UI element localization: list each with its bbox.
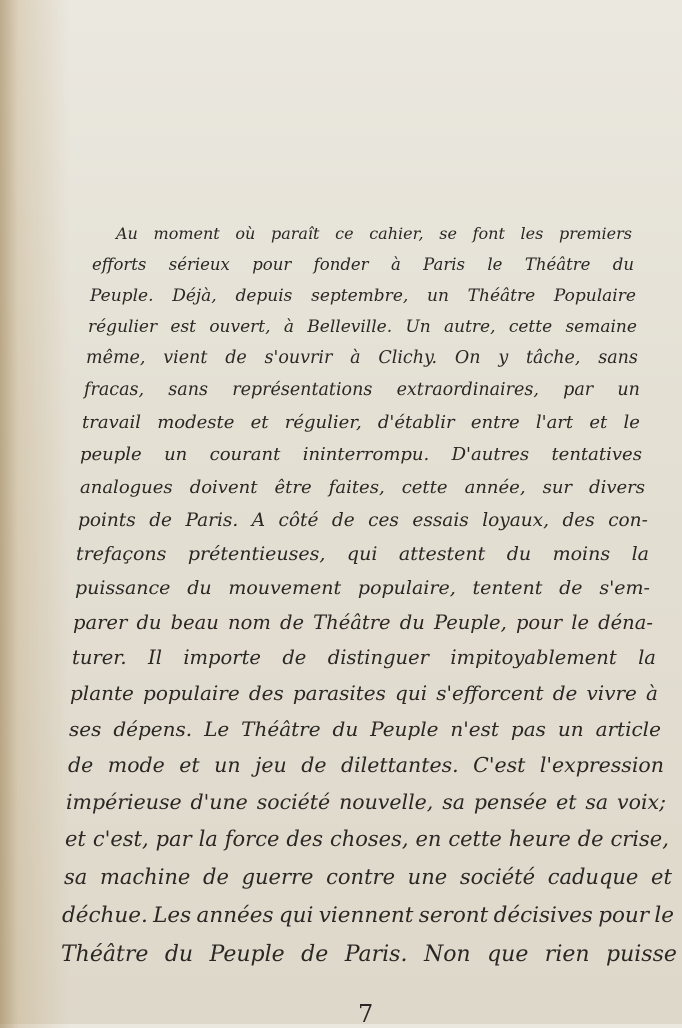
text-line bbox=[61, 942, 677, 967]
word: la bbox=[631, 543, 649, 565]
word: de bbox=[149, 510, 172, 531]
word: article bbox=[595, 717, 661, 741]
word: et bbox=[250, 412, 269, 433]
word: l'expression bbox=[539, 753, 664, 777]
word: de bbox=[282, 646, 307, 669]
text-line bbox=[88, 317, 637, 337]
word: analogues bbox=[80, 477, 173, 498]
word: travail bbox=[82, 412, 141, 433]
word: société bbox=[256, 790, 331, 814]
word: heure bbox=[508, 827, 571, 851]
word: contre bbox=[326, 865, 395, 889]
text-line bbox=[72, 646, 656, 669]
word: Paris bbox=[423, 255, 466, 274]
word: crise, bbox=[610, 827, 669, 851]
text-line bbox=[68, 753, 664, 777]
word: choses, bbox=[329, 827, 409, 851]
word: le bbox=[571, 611, 589, 634]
word: Il bbox=[148, 646, 162, 669]
word: points bbox=[78, 510, 136, 531]
word: tentatives bbox=[551, 444, 642, 465]
word: de bbox=[279, 611, 305, 634]
word: Le bbox=[204, 717, 230, 741]
word: efforts bbox=[92, 255, 147, 274]
word: semaine bbox=[565, 317, 637, 337]
word: ininterrompu. bbox=[302, 444, 430, 465]
word: Paris. bbox=[344, 942, 408, 967]
word: pour bbox=[515, 611, 563, 634]
word: se bbox=[439, 224, 457, 243]
text-line bbox=[80, 444, 642, 465]
word: Les bbox=[153, 903, 192, 928]
word: Populaire bbox=[553, 286, 636, 306]
word: Un bbox=[405, 317, 431, 337]
word: sa bbox=[585, 790, 609, 814]
word: que bbox=[487, 942, 529, 967]
word: des bbox=[286, 827, 323, 851]
word: de bbox=[331, 510, 355, 531]
word: représentations bbox=[232, 380, 373, 400]
text-line bbox=[92, 255, 634, 274]
word: voix; bbox=[617, 790, 666, 814]
word: cette bbox=[448, 827, 502, 851]
word: Belleville. bbox=[307, 317, 393, 337]
word: c'est, bbox=[92, 827, 149, 851]
word: de bbox=[577, 827, 604, 851]
word: courant bbox=[209, 444, 281, 465]
word: Théâtre bbox=[313, 611, 391, 634]
word: de bbox=[68, 753, 94, 777]
word: à bbox=[283, 317, 294, 337]
word: du bbox=[612, 255, 634, 274]
word: s'ouvrir bbox=[264, 348, 333, 368]
word: même, bbox=[86, 348, 146, 368]
word: années bbox=[196, 903, 274, 928]
word: fracas, bbox=[84, 380, 145, 400]
word: prétentieuses, bbox=[187, 543, 326, 565]
word: du bbox=[136, 611, 162, 634]
word: entre bbox=[470, 412, 520, 433]
text-line bbox=[69, 717, 661, 741]
word: de bbox=[552, 681, 578, 705]
word: fonder bbox=[313, 255, 369, 274]
word: faites, bbox=[328, 477, 385, 498]
word: nouvelle, bbox=[339, 790, 434, 814]
text-line bbox=[86, 348, 638, 368]
word: du bbox=[399, 611, 425, 634]
word: en bbox=[415, 827, 442, 851]
word: du bbox=[187, 577, 212, 599]
word: par bbox=[563, 380, 594, 400]
word: n'est bbox=[450, 717, 499, 741]
word: sa bbox=[442, 790, 465, 814]
word: la bbox=[198, 827, 218, 851]
word: un bbox=[164, 444, 188, 465]
text-line bbox=[66, 790, 666, 814]
word: impitoyablement bbox=[450, 646, 617, 669]
word: paraît bbox=[270, 224, 320, 243]
word: impérieuse bbox=[66, 790, 182, 814]
word: populaire bbox=[143, 681, 240, 705]
word: Peuple bbox=[209, 942, 285, 967]
word: sans bbox=[598, 348, 638, 368]
word: cahier, bbox=[369, 224, 424, 243]
word: et bbox=[179, 753, 200, 777]
word: divers bbox=[589, 477, 645, 498]
word: plante bbox=[70, 681, 134, 705]
word: Peuple, bbox=[433, 611, 507, 634]
word: loyaux, bbox=[482, 510, 549, 531]
word: est bbox=[170, 317, 197, 337]
word: machine bbox=[99, 865, 191, 889]
word: à bbox=[646, 681, 658, 705]
word: qui bbox=[395, 681, 428, 705]
word: font bbox=[472, 224, 505, 243]
word: de bbox=[301, 942, 329, 967]
word: seront bbox=[418, 903, 489, 928]
word: les bbox=[520, 224, 544, 243]
word: d'une bbox=[190, 790, 248, 814]
text-line bbox=[70, 681, 658, 705]
word: déchue. bbox=[62, 903, 148, 928]
word: qui bbox=[278, 903, 314, 928]
word: cette bbox=[508, 317, 553, 337]
word: et bbox=[589, 412, 608, 433]
word: trefaçons bbox=[76, 543, 167, 565]
word: puissance bbox=[75, 577, 171, 599]
word: y bbox=[498, 348, 509, 368]
word: caduque bbox=[547, 865, 639, 889]
word: attestent bbox=[398, 543, 486, 565]
word: tentent bbox=[472, 577, 543, 599]
word: essais bbox=[412, 510, 469, 531]
word: régulier bbox=[88, 317, 158, 337]
word: pas bbox=[510, 717, 546, 741]
word: ouvert, bbox=[209, 317, 271, 337]
word: Clichy. bbox=[378, 348, 438, 368]
text-line bbox=[75, 577, 650, 599]
word: pour bbox=[598, 903, 650, 928]
word: D'autres bbox=[451, 444, 530, 465]
word: septembre, bbox=[311, 286, 409, 306]
word: Peuple. bbox=[90, 286, 154, 306]
text-line bbox=[65, 827, 669, 851]
word: vient bbox=[163, 348, 208, 368]
word: par bbox=[155, 827, 192, 851]
text-line bbox=[84, 380, 640, 400]
word: société bbox=[459, 865, 536, 889]
word: Non bbox=[423, 942, 471, 967]
word: sur bbox=[542, 477, 573, 498]
word: importe bbox=[183, 646, 261, 669]
word: dépens. bbox=[113, 717, 193, 741]
word: A bbox=[251, 510, 266, 531]
word: parer bbox=[73, 611, 128, 634]
word: vivre bbox=[586, 681, 637, 705]
word: C'est bbox=[473, 753, 526, 777]
word: parasites bbox=[292, 681, 386, 705]
word: ses bbox=[69, 717, 102, 741]
word: premiers bbox=[559, 224, 632, 243]
word: l'art bbox=[535, 412, 574, 433]
word: qui bbox=[346, 543, 378, 565]
word: du bbox=[332, 717, 359, 741]
word: doivent bbox=[189, 477, 258, 498]
word: viennent bbox=[318, 903, 414, 928]
word: le bbox=[623, 412, 640, 433]
word: tâche, bbox=[525, 348, 581, 368]
word: Théâtre bbox=[467, 286, 536, 306]
word: un bbox=[617, 380, 640, 400]
word: moins bbox=[552, 543, 611, 565]
word: rien bbox=[544, 942, 590, 967]
word: s'em- bbox=[599, 577, 650, 599]
word: année, bbox=[464, 477, 526, 498]
word: un bbox=[557, 717, 584, 741]
word: beau bbox=[170, 611, 219, 634]
word: et bbox=[556, 790, 577, 814]
text-line bbox=[82, 412, 640, 433]
page-number: 7 bbox=[358, 1000, 374, 1028]
word: guerre bbox=[241, 865, 314, 889]
word: ce bbox=[335, 224, 354, 243]
text-line bbox=[73, 611, 653, 634]
word: à bbox=[390, 255, 401, 274]
word: Déjà, bbox=[172, 286, 217, 306]
word: dilettantes. bbox=[340, 753, 459, 777]
text-line bbox=[64, 865, 672, 889]
word: extraordinaires, bbox=[396, 380, 539, 400]
word: sérieux bbox=[168, 255, 230, 274]
text-line bbox=[116, 224, 632, 243]
word: nom bbox=[228, 611, 271, 634]
word: régulier, bbox=[284, 412, 362, 433]
word: force bbox=[224, 827, 280, 851]
word: de bbox=[203, 865, 229, 889]
text-line bbox=[62, 903, 674, 928]
word: populaire, bbox=[357, 577, 456, 599]
word: sa bbox=[64, 865, 88, 889]
word: Théâtre bbox=[61, 942, 149, 967]
word: d'établir bbox=[377, 412, 455, 433]
word: côté bbox=[278, 510, 319, 531]
word: peuple bbox=[80, 444, 142, 465]
text-line bbox=[90, 286, 636, 306]
word: On bbox=[454, 348, 481, 368]
word: con- bbox=[608, 510, 648, 531]
word: mouvement bbox=[228, 577, 342, 599]
word: Peuple bbox=[370, 717, 439, 741]
word: de bbox=[559, 577, 583, 599]
word: le bbox=[487, 255, 503, 274]
text-line bbox=[76, 543, 649, 565]
word: déna- bbox=[598, 611, 653, 634]
word: où bbox=[235, 224, 256, 243]
word: de bbox=[225, 348, 247, 368]
word: Théâtre bbox=[524, 255, 591, 274]
word: ces bbox=[368, 510, 399, 531]
word: des bbox=[562, 510, 595, 531]
word: mode bbox=[107, 753, 165, 777]
word: une bbox=[407, 865, 448, 889]
word: puisse bbox=[606, 942, 677, 967]
word: un bbox=[214, 753, 241, 777]
word: des bbox=[248, 681, 284, 705]
text-line bbox=[80, 477, 645, 498]
word: décisives bbox=[493, 903, 593, 928]
word: sans bbox=[168, 380, 208, 400]
word: et bbox=[65, 827, 86, 851]
word: pour bbox=[252, 255, 292, 274]
word: le bbox=[654, 903, 674, 928]
word: Théâtre bbox=[241, 717, 321, 741]
word: la bbox=[638, 646, 656, 669]
word: et bbox=[651, 865, 672, 889]
word: à bbox=[350, 348, 361, 368]
word: modeste bbox=[157, 412, 235, 433]
word: distinguer bbox=[327, 646, 429, 669]
word: pensée bbox=[473, 790, 548, 814]
word: cette bbox=[401, 477, 448, 498]
word: jeu bbox=[255, 753, 287, 777]
word: de bbox=[301, 753, 327, 777]
text-line bbox=[78, 510, 648, 531]
word: autre, bbox=[444, 317, 496, 337]
word: Au bbox=[116, 224, 138, 243]
word: turer. bbox=[72, 646, 127, 669]
word: depuis bbox=[235, 286, 293, 306]
word: être bbox=[274, 477, 312, 498]
word: moment bbox=[153, 224, 220, 243]
word: s'efforcent bbox=[436, 681, 544, 705]
word: du bbox=[506, 543, 532, 565]
word: du bbox=[164, 942, 194, 967]
word: un bbox=[427, 286, 449, 306]
word: Paris. bbox=[185, 510, 239, 531]
